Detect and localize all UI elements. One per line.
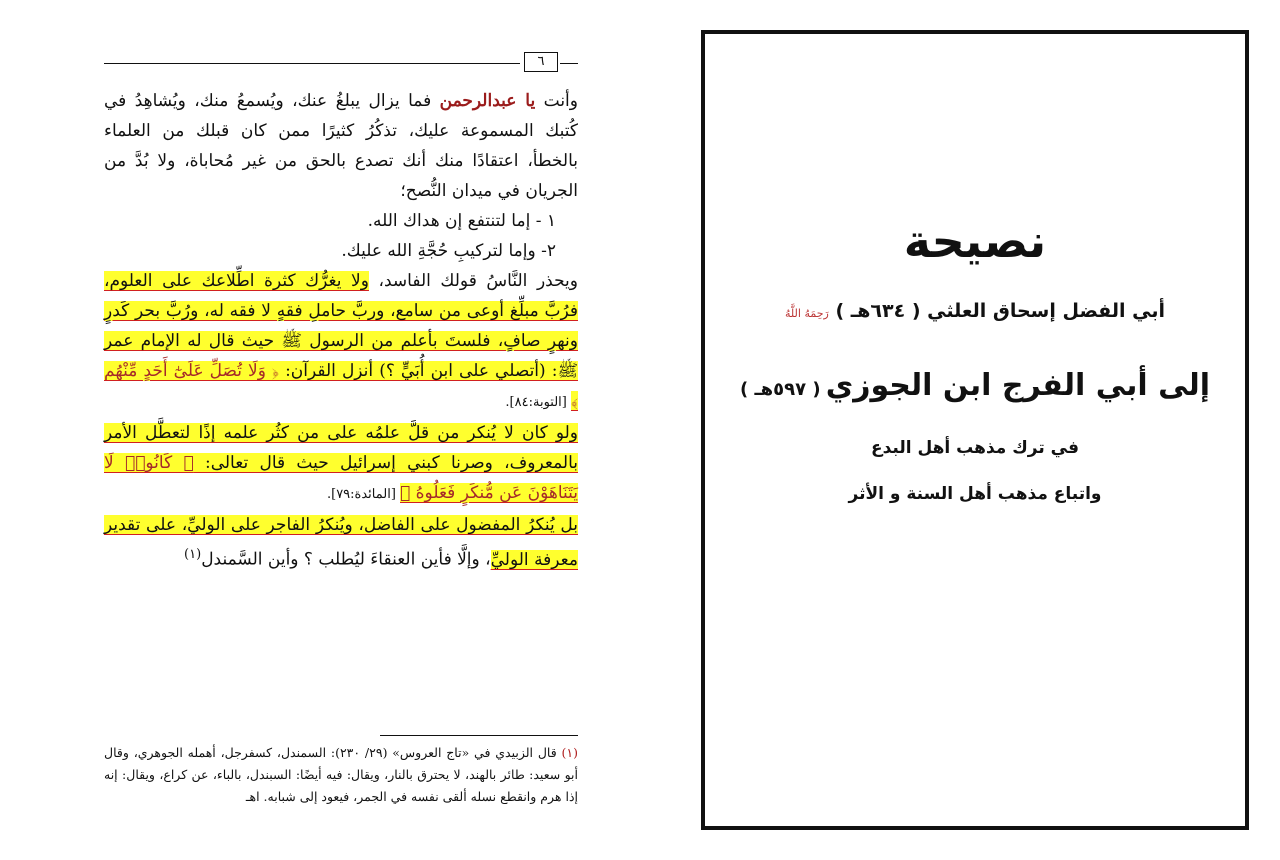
list-item-2: ٢- وإما لتركيبِ حُجَّةِ الله عليك. [341,241,556,261]
paragraph-1 [104,86,578,206]
highlighted-text: ولا يغرُّك كثرة اطِّلاعك على العلوم، فرُبَّ مبلِّغ أوعى من سامع، وربَّ حاملِ فقهٍ لا فقه له، ورُبَّ بحر كَدرٍ ونهرٍ صافٍ، فلستَ بأعلم من الرسول ﷺ حيث قال له الإمام عمر ﷺ: (أتصلي على ابن أُبَيٍّ ؟) أنزل القرآن: [104,271,578,381]
footnote-reference[interactable]: (١) [184,547,202,562]
body-text [104,86,578,575]
header-rule-short [560,63,578,64]
author-line [705,300,1245,322]
paragraph-4 [104,510,578,575]
footnote [104,742,578,808]
paragraph-2 [104,266,578,418]
author-name: أبي الفضل إسحاق العلثي ( ٦٣٤هـ ) [835,300,1165,322]
footnote-text: قال الزبيدي في «تاج العروس» (٢٩/ ٢٣٠): السمندل، كسفرجل، أهمله الجوهري، وقال أبو سعيد: طائر بالهند، لا يحترق بالنار، ويقال: فيه أيضًا: السبندل، بالباء، عن كراع، ويقال: إنه إذا هرم وانقطع نسله ألقى نفسه في الجمر، فيعود إلى شبابه. اهـ [104,745,578,804]
highlighted-text: ولو كان لا يُنكر من قلَّ علمُه على من كثُر علمه إذًا لتعطَّل الأمر بالمعروف، وصرنا كبني إسرائيل حيث قال تعالى: [104,423,578,473]
subtitle-1: في ترك مذهب أهل البدع [870,438,1080,458]
text-span: ، وإلَّا فأين العنقاءَ ليُطلب ؟ وأين السَّمندل [201,549,491,570]
recipient-line [705,368,1245,403]
left-page [0,0,620,860]
footnote-marker: (١) [561,745,579,760]
verse-reference: [التوبة:٨٤]. [505,395,571,410]
addressee-name: يا عبدالرحمن [439,91,536,111]
quran-verse: ﴿ وَلَا تُصَلِّ عَلَىٰٓ أَحَدٍ مِّنْهُم ﴾ [104,361,578,411]
text-span: ويحذر النَّاسُ قولك الفاسد، [368,271,578,291]
quran-verse: ﴿ كَانُوا۟ لَا يَتَنَاهَوْنَ عَن مُّنكَرٍ فَعَلُوهُ ﴾ [104,453,578,503]
subtitle-2: واتباع مذهب أهل السنة و الأثر [848,484,1102,504]
highlighted-text: بل يُنكرُ المفضول على الفاضل، ويُنكرُ الفاجر على الوليِّ، على تقدير معرفة الوليِّ [104,515,578,570]
paragraph-3 [104,418,578,510]
page-number: ٦ [524,52,558,72]
page-header [104,52,578,74]
recipient-date: ( ٥٩٧هـ ) [740,379,821,400]
title-page-frame [701,30,1249,830]
footnote-rule [380,735,578,736]
book-title: نصيحة [903,214,1047,268]
text-span: فما يزال يبلغُ عنك، ويُسمعُ منك، ويُشاهِدُ في كُتبك المسموعة عليك، تذكُرُ كثيرًا ممن كان قبلك من العلماء بالخطأ، اعتقادًا منك أنك تصدع بالحق من غير مُحاباة، ولا بُدَّ من الجريان في ميدان النُّصح؛ [104,91,578,201]
list-item-1: ١ - إما لتنتفع إن هداك الله. [367,211,556,231]
text-span: وأنت [535,91,578,111]
honorific: رَحِمَهُ اللَّهُ [785,307,829,320]
header-rule [104,63,520,64]
recipient-name: إلى أبي الفرج ابن الجوزي [825,368,1210,403]
verse-reference: [المائدة:٧٩]. [326,487,401,502]
